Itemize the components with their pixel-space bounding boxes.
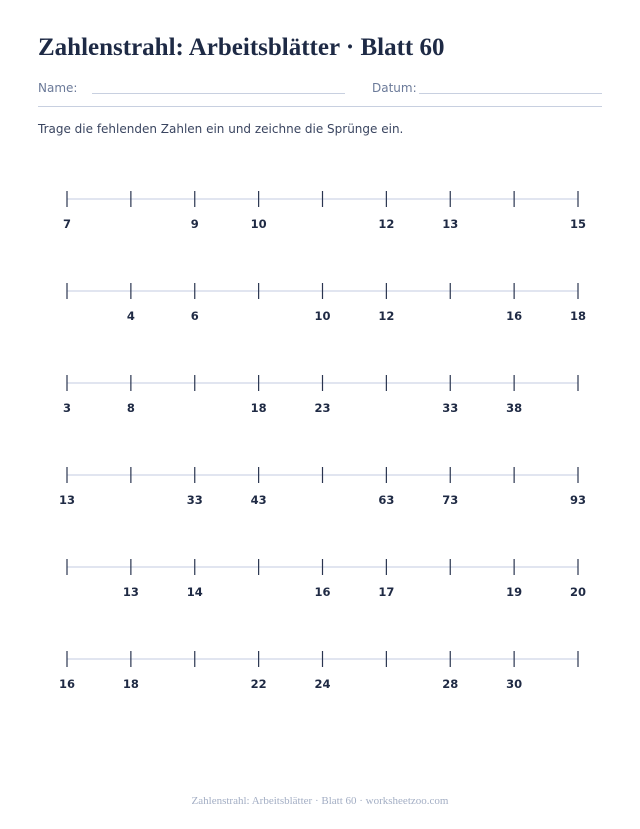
footer-text: Zahlenstrahl: Arbeitsblätter · Blatt 60 · worksheetzoo.com: [191, 795, 449, 807]
tick-label: 16: [314, 585, 331, 599]
tick-label: 38: [506, 401, 523, 415]
tick-label: 7: [62, 217, 72, 231]
tick-label: 14: [186, 585, 203, 599]
tick-label: 16: [58, 677, 76, 691]
number-line-5: [67, 559, 586, 599]
number-line-2: [67, 283, 586, 323]
name-label: Name:: [38, 81, 78, 95]
worksheet-title: Zahlenstrahl: Arbeitsblätter · Blatt 60: [38, 34, 445, 61]
tick-label: 24: [314, 677, 331, 691]
tick-label: 63: [378, 493, 395, 507]
tick-label: 19: [506, 585, 523, 599]
tick-label: 73: [442, 493, 459, 507]
tick-label: 43: [250, 493, 267, 507]
tick-label: 9: [190, 217, 199, 231]
number-line-4: [59, 467, 586, 507]
number-line-1: [63, 191, 586, 231]
tick-label: 33: [442, 401, 459, 415]
tick-label: 33: [186, 493, 203, 507]
tick-label: 16: [506, 309, 523, 323]
tick-label: 17: [378, 585, 395, 599]
tick-label: 10: [314, 309, 331, 323]
tick-label: 18: [569, 309, 587, 323]
tick-label: 18: [122, 677, 139, 691]
tick-label: 8: [126, 401, 135, 415]
number-line-3: [63, 375, 578, 415]
instruction-text: Trage die fehlenden Zahlen ein und zeichne die Sprünge ein.: [38, 122, 404, 136]
tick-label: 15: [569, 217, 587, 231]
tick-label: 93: [569, 493, 587, 507]
tick-label: 12: [378, 217, 395, 231]
tick-label: 13: [58, 493, 76, 507]
tick-label: 6: [190, 309, 199, 323]
date-label: Datum:: [372, 81, 417, 95]
number-line-6: [59, 651, 578, 691]
tick-label: 12: [378, 309, 395, 323]
tick-label: 30: [506, 677, 523, 691]
tick-label: 23: [314, 401, 331, 415]
tick-label: 22: [250, 677, 267, 691]
tick-label: 13: [442, 217, 459, 231]
tick-label: 4: [126, 309, 135, 323]
tick-label: 28: [442, 677, 459, 691]
tick-label: 20: [569, 585, 587, 599]
tick-label: 18: [250, 401, 267, 415]
tick-label: 13: [122, 585, 139, 599]
tick-label: 3: [62, 401, 72, 415]
tick-label: 10: [250, 217, 267, 231]
